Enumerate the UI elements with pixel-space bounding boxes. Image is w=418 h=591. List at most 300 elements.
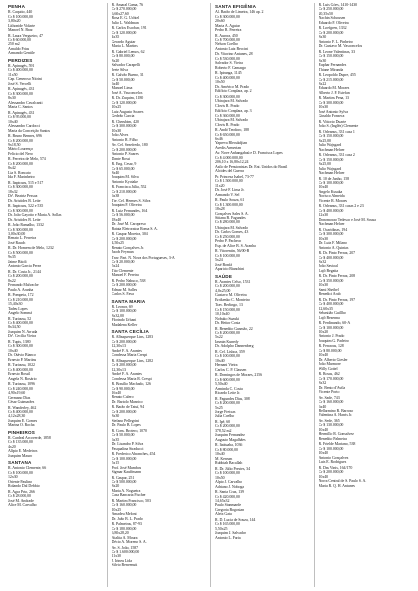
entry-line: 8x40 bbox=[111, 170, 120, 175]
entry-address: R. Cherubim, 420 bbox=[111, 119, 139, 124]
entry-line: Vicente Porto bbox=[318, 390, 340, 395]
neighborhood-section bbox=[8, 430, 102, 458]
entry-address: R. Laura Vergueiro, 47 bbox=[8, 33, 43, 38]
property-entry bbox=[215, 490, 309, 517]
entry-line: Dr. José F. Lima Jr. bbox=[215, 188, 245, 193]
property-entry bbox=[215, 34, 309, 52]
entry-line: Nelson Coelho bbox=[215, 42, 238, 47]
entry-line: 10x50 bbox=[215, 475, 225, 480]
property-entry bbox=[319, 73, 413, 95]
entry-line: Cr $ 350.000,00 bbox=[318, 278, 344, 283]
entry-address: R. Dr. Júlio Prestes, 34 bbox=[215, 466, 251, 471]
entry-line: Dr. João B. L. Prado bbox=[111, 516, 143, 521]
entry-line: 8x25,00 bbox=[318, 138, 331, 143]
entry-line: Cr $ 300.000,00 bbox=[8, 208, 33, 213]
entry-line: Dr. Gustavo M. Vasconcelos bbox=[318, 44, 363, 49]
neighborhood-section bbox=[215, 4, 309, 272]
entry-line: Dr. Carlos Gomes, 43 bbox=[215, 230, 249, 235]
entry-line: Dr. Bartolo Manrico bbox=[111, 399, 143, 404]
entry-line: Cr $ 100.000,00 bbox=[318, 325, 344, 330]
entry-line: Pedro R. Ferreira bbox=[215, 28, 242, 33]
entry-line: Aleix Gata bbox=[215, 512, 232, 517]
entry-line: Asilo de Pensionistas Dr. Ent. Unidos do Brasil bbox=[215, 164, 288, 169]
entry-line: Ubirajara M. Salvado bbox=[215, 99, 249, 104]
entry-line: 20,35x50 bbox=[318, 11, 333, 16]
section-title: SANTANA bbox=[8, 460, 32, 466]
entry-line: 4,50x25 bbox=[111, 241, 124, 246]
entry-line: Madalena Keller bbox=[111, 322, 138, 327]
entry-line: Euphar Fernandes bbox=[318, 63, 347, 68]
entry-line: Sami Sheibel bbox=[318, 287, 339, 292]
property-entry bbox=[215, 128, 309, 150]
entry-address: R. Frederico Abranches, 454 bbox=[111, 452, 156, 457]
entry-line: Hernani Vieira bbox=[215, 363, 238, 368]
entry-address: R. Orleanus, 331 casa 2 bbox=[318, 153, 355, 158]
entry-address: R. Carlos Escobar, 191 bbox=[111, 26, 147, 31]
entry-line: 250 m2 bbox=[8, 42, 20, 47]
entry-line: Rubbiah Bacallah bbox=[215, 461, 243, 466]
entry-line: Rolando Dal Debbio bbox=[8, 484, 40, 489]
entry-line: 10x20 bbox=[318, 330, 329, 335]
entry-address: R. Amaral Gama, 76 bbox=[111, 3, 144, 7]
property-entry bbox=[112, 120, 206, 142]
entry-line: Cr $ 100.000,00 bbox=[111, 309, 137, 314]
entry-line: Cr $ 150.000,00 bbox=[318, 134, 344, 139]
entry-line: Cr $ 135.000,00 bbox=[8, 440, 33, 445]
entry-line: 20x60 bbox=[215, 19, 225, 24]
property-entry bbox=[319, 442, 413, 464]
property-entry bbox=[112, 382, 206, 404]
entry-line: Renato Calero bbox=[111, 395, 134, 400]
entry-line: Luiz Augusto Soares bbox=[111, 109, 144, 114]
entry-line: Cr $ 400.000,00 bbox=[318, 302, 344, 307]
entry-line: Dr. Adolpho Dannenberg bbox=[215, 344, 254, 349]
entry-line: Augusto Magalhães bbox=[215, 437, 246, 442]
entry-line: 11x20 bbox=[215, 183, 225, 188]
entry-line: Salvador Carapelli bbox=[111, 63, 141, 68]
entry-line: Ernesto Bossil bbox=[8, 372, 31, 377]
property-entry bbox=[112, 429, 206, 451]
entry-address: R. Loefgren, 1332 bbox=[318, 26, 347, 31]
entry-line: 12x30 bbox=[8, 475, 18, 480]
entry-address: R. D. Lucia de Souza, 144 bbox=[215, 517, 256, 522]
property-entry bbox=[215, 52, 309, 70]
entry-line: Alpio J. Carvalho bbox=[215, 480, 243, 485]
entry-line: Arnaldo Frias bbox=[8, 46, 30, 51]
entry-line: Mário Lourenço bbox=[8, 147, 33, 152]
neighborhood-section bbox=[112, 329, 206, 568]
entry-line: Joaquim G. Padeiro bbox=[318, 338, 349, 343]
property-entry bbox=[112, 26, 206, 48]
entry-line: 6x35 bbox=[111, 437, 120, 442]
property-entry bbox=[8, 436, 102, 458]
entry-line: Cr $ 300.000,00 bbox=[8, 91, 33, 96]
entry-address: R. Ocaridinas, 194 bbox=[318, 227, 348, 232]
entry-line: Oriente Paulino bbox=[8, 479, 33, 484]
entry-line: Paulo A. Aranha bbox=[8, 287, 34, 292]
entry-line: 10x30 bbox=[111, 128, 122, 133]
entry-address: R. Leonor, 69 bbox=[111, 304, 133, 309]
entry-line: Cr $ 150.000,00 bbox=[215, 307, 240, 312]
entry-line: J. Irineu Lida bbox=[111, 558, 132, 563]
entry-line: Iasmin Kunedy bbox=[215, 339, 239, 344]
entry-line: Ernesto P. Martins bbox=[8, 357, 37, 362]
entry-address: R. Dr. Zuquim, 1180 bbox=[111, 96, 144, 101]
entry-line: 10x40 bbox=[318, 427, 329, 432]
entry-line: Cr $ 100.000,00 bbox=[8, 470, 33, 475]
entry-line: Maria A. Aguiar bbox=[215, 23, 240, 28]
entry-line: Jacob Feyman bbox=[111, 249, 134, 254]
entry-line: Antonio J. Prado bbox=[318, 334, 345, 339]
entry-line: 18x40 bbox=[111, 217, 122, 222]
entry-line: André F. A. Arantes bbox=[111, 372, 142, 377]
entry-address: R. Gaspar, 251 bbox=[111, 475, 135, 480]
property-entry bbox=[215, 10, 309, 32]
entry-address: R. Cel. Lisboa, 359 bbox=[215, 349, 245, 354]
entry-line: Antonio Kyotake bbox=[111, 179, 138, 184]
entry-address: R. Pompeia, 172 bbox=[8, 293, 34, 298]
entry-line: Donomorao Tedesco e José M. Sousa bbox=[318, 217, 376, 222]
property-entry bbox=[319, 130, 413, 152]
entry-address: R. Arantes Celso, 1531 bbox=[215, 279, 251, 284]
entry-line: Cr $ 50.000,00 bbox=[111, 77, 135, 82]
entry-address: R. Ferraoas, 128 bbox=[318, 344, 344, 349]
property-entry bbox=[112, 3, 206, 25]
property-entry bbox=[112, 499, 206, 521]
property-entry bbox=[319, 96, 413, 118]
entry-line: Joaquim N. Arruda bbox=[8, 329, 38, 334]
entry-line: Clovis R. Prado bbox=[215, 103, 240, 108]
entry-line: 9x35 bbox=[8, 255, 16, 260]
entry-line: 8x20 bbox=[111, 58, 120, 63]
property-entry bbox=[319, 466, 413, 488]
column-4 bbox=[314, 3, 413, 587]
entry-line: Tito Clemente bbox=[111, 268, 134, 273]
entry-line: Nobuko Suzuki bbox=[215, 316, 239, 321]
column-1 bbox=[8, 3, 102, 587]
entry-line: Errikenko C. Monteiro bbox=[215, 297, 250, 302]
entry-line: Pasqualina Straducci bbox=[111, 446, 144, 451]
entry-line: Cr $ 1.300.000,00 bbox=[215, 202, 243, 207]
property-entry bbox=[8, 490, 102, 508]
entry-line: Marina O. Rocha bbox=[8, 423, 35, 428]
entry-line: José S. Vercelli bbox=[8, 81, 32, 86]
entry-line: Cr $ 700.000,00 bbox=[215, 38, 240, 43]
property-entry bbox=[8, 466, 102, 488]
entry-line: César Guimarães bbox=[8, 399, 35, 404]
property-entry bbox=[112, 405, 206, 427]
entry-address: R. Orleanus, 331 casa 1 bbox=[318, 129, 355, 134]
entry-line: Cr $ 200.000,00 bbox=[215, 424, 240, 429]
entry-line: Cr $ 400.000,00 bbox=[8, 320, 33, 325]
property-entry bbox=[319, 153, 413, 175]
entry-line: 378,52 m2 bbox=[215, 428, 232, 433]
entry-line: Condessa Maria R. Crespi bbox=[111, 376, 152, 381]
entry-line: Cr $ 90.000,00 bbox=[111, 386, 135, 391]
entry-line: Cr $ 400.000,00 bbox=[318, 208, 344, 213]
entry-line: Jaime Bitoli bbox=[8, 259, 27, 264]
property-entry bbox=[8, 64, 102, 86]
entry-line: Cr $ 400.000,00 bbox=[8, 68, 33, 73]
entry-line: Cr $ 160.000,00 bbox=[111, 503, 137, 508]
entry-address: R. Orleanus, 331 casas 2 e 23 bbox=[318, 204, 364, 209]
entry-address: R. Dr. Pinto Ferraz, 208 bbox=[318, 274, 356, 279]
entry-line: 8x30 bbox=[8, 96, 16, 101]
entry-line: Angela N. Rosário bbox=[8, 376, 37, 381]
entry-line: Luis E. Rodrigues bbox=[318, 460, 347, 465]
entry-line: 8x32 bbox=[318, 259, 327, 264]
entry-address: R. Frielde Mariano, 538 bbox=[318, 442, 356, 447]
entry-line: 5,50x25 bbox=[215, 526, 228, 531]
property-entry bbox=[112, 256, 206, 278]
property-entry bbox=[8, 10, 102, 32]
entry-line: Cr $ 150.000,00 bbox=[318, 54, 344, 59]
entry-address: Av. Nove Anhangabaú e D. Francisca Lopes bbox=[215, 151, 283, 156]
entry-line: Gustavo M. Oliveira bbox=[215, 293, 247, 298]
entry-line: 10x40 bbox=[8, 119, 18, 124]
entry-line: Antonio F. L. Pinheiro bbox=[318, 39, 353, 44]
entry-address: R. Martim Francisco, 503 bbox=[111, 498, 151, 503]
entry-line: 8x25,00 bbox=[318, 162, 331, 167]
entry-address: R. Tupis, 1380 bbox=[8, 339, 31, 344]
entry-line: Cr $ 100.000,00 bbox=[318, 446, 344, 451]
entry-line: José A. Vasconcelos bbox=[111, 90, 143, 95]
entry-line: Armando V. Sel bbox=[215, 192, 240, 197]
property-entry bbox=[112, 279, 206, 297]
property-entry bbox=[8, 223, 102, 245]
entry-line: 8x30 bbox=[318, 58, 327, 63]
entry-line: Joaquim F. Oliveira bbox=[111, 203, 142, 208]
entry-line: 3,00x30,00 bbox=[8, 232, 26, 236]
section-title: SANTA CECÍLIA bbox=[111, 329, 150, 335]
property-entry bbox=[319, 344, 413, 371]
entry-line: Cr $ 200.000,00 bbox=[111, 409, 137, 414]
neighborhood-section bbox=[112, 3, 206, 297]
entry-line: Cr $ 210.000,00 bbox=[111, 189, 137, 194]
entry-line: Cr $ 56.000,00 bbox=[111, 213, 135, 218]
entry-line: Dr. João Gayotto e Maria A. Sollas bbox=[8, 213, 62, 218]
entry-line: 8x42 bbox=[8, 166, 16, 171]
entry-line: 15,40x30 bbox=[8, 302, 23, 307]
entry-line: Lajô Bezenna bbox=[318, 315, 340, 320]
entry-address: R. 10 de Junho, 158 bbox=[318, 176, 350, 181]
entry-line: Maria R. Q. H. Antunes bbox=[318, 483, 355, 488]
entry-address: R. Brasílio Machado, 126 bbox=[111, 382, 151, 387]
entry-line: Manoel Lima bbox=[111, 86, 133, 91]
entry-line: Alice M. Carvalho bbox=[8, 503, 37, 508]
entry-address: R. Rosas, 462 bbox=[318, 372, 340, 377]
neighborhood-section bbox=[8, 58, 102, 428]
entry-line: Condessa Maria Crespi bbox=[111, 353, 148, 358]
property-entry bbox=[112, 232, 206, 254]
entry-line: Cr $ 100.000,00 bbox=[111, 456, 137, 461]
entry-line: Cr $ 250.000,00 bbox=[215, 234, 240, 239]
entry-line: Sigmar Kauffmann bbox=[111, 469, 141, 474]
entry-line: Gerardo Aguiar bbox=[111, 39, 136, 44]
entry-line: 6x40 bbox=[111, 81, 120, 86]
entry-line: Cr $ 200.000,00 bbox=[8, 161, 33, 166]
entry-line: Antonio Garcia Perez bbox=[8, 264, 42, 269]
property-entry bbox=[8, 111, 102, 133]
entry-line: Cr $ 300.000,00 bbox=[111, 124, 137, 129]
entry-line: Drª. Beatriz Pessoa bbox=[8, 194, 38, 199]
entry-address: R. Das Vinis, 164/170 bbox=[318, 465, 353, 470]
property-entry bbox=[215, 71, 309, 93]
entry-line: Dante Rossi bbox=[111, 156, 131, 161]
entry-line: 8x22 bbox=[318, 81, 327, 86]
entry-line: Cr $ 120.000,00 bbox=[111, 100, 137, 105]
entry-line: 5x25 bbox=[215, 405, 223, 410]
property-entry bbox=[215, 420, 309, 442]
entry-address: R. Itapicuru, 522 e 535 bbox=[8, 204, 44, 209]
entry-address: R. Aurora, 450 bbox=[215, 33, 238, 38]
entry-line: Ivete Silva bbox=[111, 67, 128, 72]
entry-line: Maria A. Nogueira bbox=[111, 488, 141, 493]
entry-line: José Bonfá bbox=[215, 262, 232, 267]
entry-line: Rosa E. G. Üchtel bbox=[111, 16, 140, 21]
entry-address: R. Benedito Gusmão, 22 bbox=[215, 326, 253, 331]
entry-line: Alcides del Guerra bbox=[215, 169, 244, 174]
entry-line: 8x20 bbox=[111, 484, 120, 489]
entry-address: R. Itaituaba, 1036 bbox=[215, 443, 243, 448]
listing-columns bbox=[8, 3, 412, 587]
entry-line: Nachman Heloer bbox=[318, 147, 345, 152]
entry-line: Dr. Alberto Giesler bbox=[318, 357, 348, 362]
entry-line: 6,60x27,60 bbox=[111, 11, 129, 16]
entry-address: R. Caquito, 440 bbox=[8, 10, 33, 15]
entry-line: Lithonide Vidarte bbox=[8, 23, 35, 28]
entry-line: Cr $ 80.000,00 bbox=[111, 54, 135, 59]
entry-address: R. Fagundes Dias, 308 bbox=[215, 396, 250, 401]
entry-address: R. Apinagés, 431 bbox=[8, 110, 35, 115]
entry-line: Cr $ 360.000,00 bbox=[215, 113, 240, 118]
entry-line: Ubirajara M. Salvado bbox=[215, 118, 249, 123]
property-entry bbox=[112, 522, 206, 544]
property-entry bbox=[319, 298, 413, 320]
entry-line: Cr $ 300.000,00 bbox=[8, 185, 33, 190]
entry-line: Cr $ 200.000,00 bbox=[111, 363, 137, 368]
entry-address: Trav. Berlingo, 13 bbox=[215, 303, 243, 308]
entry-address: Av. S. João, 1587 bbox=[111, 545, 139, 550]
entry-address: R. Ferdinando, 60-A bbox=[318, 321, 351, 326]
property-entry bbox=[112, 546, 206, 568]
entry-address: Ubirajara M. Salvado bbox=[215, 225, 249, 230]
entry-address: R. Apinagés, 431 bbox=[8, 87, 35, 92]
entry-line: Antonio P. Soares bbox=[111, 152, 139, 157]
entry-line: Cr $ 400.000,00 bbox=[8, 367, 33, 372]
entry-line: Cr $ 200.000,00 bbox=[215, 330, 240, 335]
property-entry bbox=[8, 382, 102, 404]
entry-line: 18x28 bbox=[215, 207, 225, 212]
entry-address: Cr $ 300.000,00 bbox=[215, 94, 240, 99]
entry-line: 10x40 bbox=[318, 353, 329, 358]
entry-line: Angelo Kusaka bbox=[318, 189, 343, 194]
entry-line: 12x30 bbox=[318, 213, 329, 218]
entry-line: José M. Andrade bbox=[8, 498, 34, 503]
entry-line: Maria da Conceição Santos bbox=[8, 128, 50, 133]
entry-line: Ricardo Leite Jr. bbox=[215, 391, 241, 396]
property-entry bbox=[319, 204, 413, 226]
entry-line: Joaquim M. Silva bbox=[111, 175, 139, 180]
entry-address: Av. Sede, 365 bbox=[318, 419, 340, 424]
entry-line: Cr $ 150.000,00 bbox=[318, 157, 344, 162]
property-entry bbox=[215, 443, 309, 465]
entry-line: 10x40 bbox=[215, 452, 225, 457]
entry-address: R. Cons. Brotero, 1070 bbox=[111, 428, 147, 433]
entry-address: R. Paulo Souza, 61 bbox=[215, 198, 245, 203]
entry-line: Batata Eletroratoa Roma S. A. bbox=[111, 226, 158, 231]
property-entry bbox=[8, 246, 102, 268]
entry-line: 206,10 x 16,80x12,24 bbox=[215, 160, 249, 165]
entry-line: Cr $ 500.000,00 bbox=[8, 250, 33, 255]
property-entry bbox=[215, 350, 309, 372]
entry-line: Cr $ 170.000,00 bbox=[318, 376, 344, 381]
entry-line: 16x40 bbox=[111, 390, 122, 395]
entry-line: João S. (Inglêz) Clemente bbox=[318, 124, 359, 129]
entry-line: Cr $ 4.000.000,00 bbox=[215, 155, 243, 160]
property-entry bbox=[8, 134, 102, 156]
entry-line: Cr $ 210.000,00 bbox=[8, 297, 33, 302]
entry-address: R. Antonio Clemente, 66 bbox=[8, 466, 47, 471]
entry-line: 6x46 bbox=[215, 137, 223, 141]
entry-address: R. Dr. Homem de Melo, 1232 bbox=[8, 246, 54, 251]
entry-address: R. Luiz Fernandes, 164 bbox=[111, 208, 148, 213]
entry-line: Antonio A. Quintas bbox=[318, 245, 349, 250]
property-entry bbox=[8, 34, 102, 56]
entry-line: Drª. Cecília Vieira bbox=[8, 334, 36, 339]
entry-address: R. Leopoldo Dupre, 455 bbox=[318, 73, 356, 78]
entry-line: 5x24 bbox=[111, 264, 120, 269]
entry-line: Amadeu Meloni bbox=[111, 512, 137, 517]
entry-line: 10,10x40 bbox=[215, 312, 230, 317]
entry-line: Cr $ 120.000,00 bbox=[111, 30, 137, 35]
entry-line: Cr $ 165.000,00 bbox=[215, 522, 240, 527]
entry-line: 11x30 bbox=[111, 554, 121, 559]
entry-line: Julio Wajsgard bbox=[318, 143, 342, 148]
entry-line: Cr $ 50.000,00 bbox=[111, 433, 135, 438]
property-entry bbox=[112, 305, 206, 327]
entry-line: 10x40 bbox=[215, 358, 225, 363]
entry-line: Benedito Palmeira bbox=[318, 436, 347, 441]
entry-address: Edifício Conplara, ap. 3 bbox=[215, 109, 252, 114]
entry-address: R. Francisca Júlia, 552 bbox=[111, 185, 147, 190]
entry-line: Cr $ 650.000,00 bbox=[215, 132, 240, 137]
entry-line: 8x32 bbox=[318, 381, 327, 386]
entry-line: João Savioal bbox=[318, 264, 338, 269]
entry-address: R. Dr. Pinto Ferraz, 207 bbox=[318, 251, 356, 256]
section-title: PENHA bbox=[8, 4, 26, 9]
entry-address: Pr. Princesa Isabel, 73-77 bbox=[215, 174, 254, 179]
entry-line: Adriano J. Noboga bbox=[215, 484, 245, 489]
entry-line: Nachin Schousen bbox=[318, 16, 346, 21]
entry-line: Cr $ 400.000,00 bbox=[8, 409, 33, 414]
entry-line: Julio Wajsgard bbox=[318, 166, 342, 171]
entry-address: R. João Ramalho, 1332 bbox=[8, 223, 44, 228]
entry-line: Carlos S. Fava bbox=[111, 292, 134, 297]
entry-line: 5x15 bbox=[111, 461, 120, 466]
property-entry bbox=[112, 476, 206, 498]
entry-address: R. Leone Valentinas, 33 bbox=[318, 49, 356, 54]
entry-line: Cr $ 300.000,00 bbox=[318, 232, 344, 237]
neighborhood-section bbox=[8, 460, 102, 507]
property-entry bbox=[112, 162, 206, 184]
entry-line: Eduardo M. Moraes bbox=[318, 86, 350, 91]
property-entry bbox=[8, 181, 102, 203]
property-entry bbox=[319, 120, 413, 129]
entry-line: Julia Coelho bbox=[215, 414, 235, 419]
entry-line: Cr $ 500.000,00 bbox=[111, 479, 137, 484]
entry-line: Cr $ 270.000,00 bbox=[111, 7, 137, 12]
